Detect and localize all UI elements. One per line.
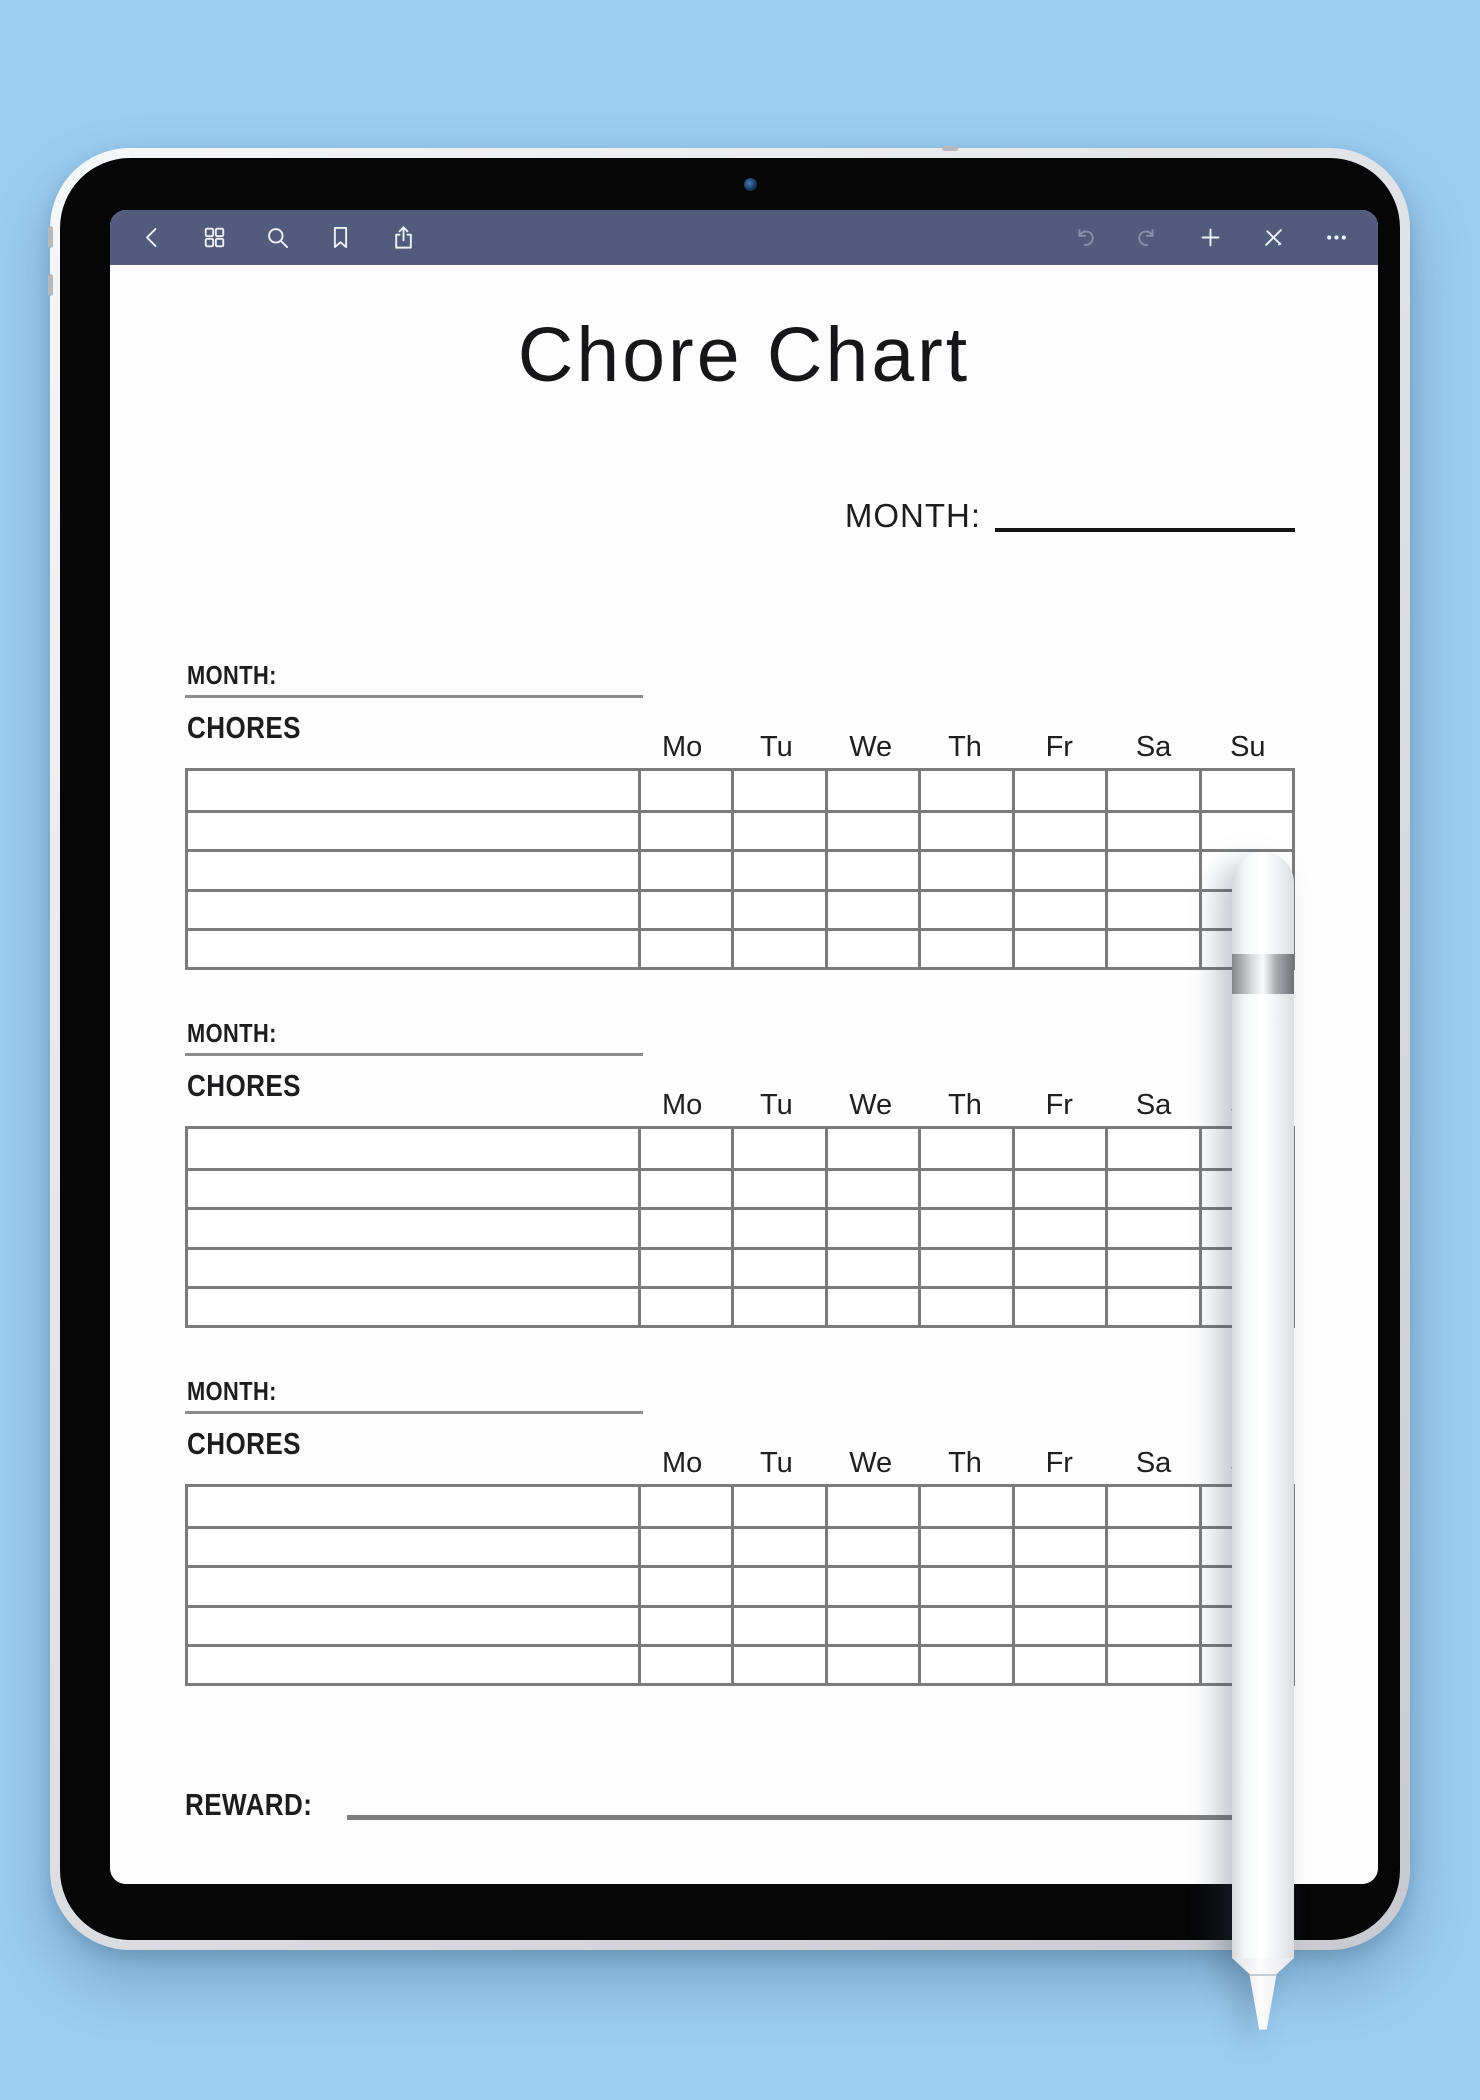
day-check-cell[interactable] <box>1012 810 1105 849</box>
day-check-cell[interactable] <box>825 1565 918 1604</box>
day-check-cell[interactable] <box>825 849 918 888</box>
day-check-cell[interactable] <box>638 810 731 849</box>
apple-pencil <box>1232 852 1294 2036</box>
day-check-cell[interactable] <box>638 1207 731 1246</box>
day-check-cell[interactable] <box>638 1168 731 1207</box>
day-check-cell[interactable] <box>638 1487 731 1526</box>
chore-name-cell[interactable] <box>188 1526 638 1565</box>
day-check-cell[interactable] <box>731 1129 824 1168</box>
day-check-cell[interactable] <box>918 1286 1011 1325</box>
day-header-row <box>635 1088 1295 1123</box>
day-header: Th <box>948 1089 982 1121</box>
day-check-cell[interactable] <box>1012 1129 1105 1168</box>
chores-header: CHORES <box>187 710 301 745</box>
reward-field <box>185 1789 1240 1820</box>
day-check-cell[interactable] <box>1012 1168 1105 1207</box>
pencil-cone <box>1232 1958 1294 1974</box>
section-month-label: MONTH: <box>187 1376 277 1406</box>
pen-mode-icon[interactable] <box>1260 224 1287 251</box>
day-check-cell[interactable] <box>825 1247 918 1286</box>
chore-name-cell[interactable] <box>188 889 638 928</box>
day-check-cell[interactable] <box>1012 928 1105 967</box>
day-check-cell[interactable] <box>731 1605 824 1644</box>
day-check-cell[interactable] <box>1012 1526 1105 1565</box>
reward-line[interactable] <box>347 1812 1240 1820</box>
day-check-cell[interactable] <box>731 1286 824 1325</box>
chore-name-cell[interactable] <box>188 1247 638 1286</box>
day-check-cell[interactable] <box>1105 771 1198 810</box>
pages-grid-icon[interactable] <box>201 224 228 251</box>
chore-section <box>185 660 1295 972</box>
day-check-cell[interactable] <box>1105 1168 1198 1207</box>
day-header: Th <box>948 1447 982 1479</box>
day-check-cell[interactable] <box>1105 1247 1198 1286</box>
day-header: Mo <box>661 1447 703 1479</box>
day-check-cell[interactable] <box>638 849 731 888</box>
toolbar-right-group <box>1071 224 1350 251</box>
day-check-cell[interactable] <box>731 1487 824 1526</box>
chore-name-cell[interactable] <box>188 1644 638 1683</box>
day-check-cell[interactable] <box>638 1565 731 1604</box>
day-check-cell[interactable] <box>1105 928 1198 967</box>
more-icon[interactable] <box>1323 224 1350 251</box>
day-header: Fr <box>1045 1447 1073 1479</box>
day-check-cell[interactable] <box>638 771 731 810</box>
day-check-cell[interactable] <box>918 1487 1011 1526</box>
day-check-cell[interactable] <box>1012 1605 1105 1644</box>
day-check-cell[interactable] <box>1012 1487 1105 1526</box>
share-icon[interactable] <box>390 224 417 251</box>
day-check-cell[interactable] <box>918 849 1011 888</box>
microphone-slot <box>942 146 958 151</box>
day-header: Sa <box>1135 1447 1172 1479</box>
day-check-cell[interactable] <box>918 1247 1011 1286</box>
section-month-line[interactable] <box>185 695 643 698</box>
volume-button-down <box>48 274 53 296</box>
section-month-line[interactable] <box>185 1411 643 1414</box>
day-header: Tu <box>760 1447 793 1479</box>
day-check-cell[interactable] <box>1105 1487 1198 1526</box>
day-check-cell[interactable] <box>731 810 824 849</box>
day-check-cell[interactable] <box>638 1526 731 1565</box>
day-check-cell[interactable] <box>1105 1644 1198 1683</box>
tablet-device <box>50 148 1410 1950</box>
section-month-label: MONTH: <box>187 660 277 690</box>
section-month-line[interactable] <box>185 1053 643 1056</box>
day-check-cell[interactable] <box>1012 1207 1105 1246</box>
chore-table <box>185 1484 1295 1686</box>
day-header: Mo <box>661 731 703 763</box>
chore-name-cell[interactable] <box>188 1129 638 1168</box>
day-check-cell[interactable] <box>1105 1207 1198 1246</box>
day-check-cell[interactable] <box>638 889 731 928</box>
day-header: Sa <box>1135 731 1172 763</box>
chore-section <box>185 1376 1295 1688</box>
day-check-cell[interactable] <box>1012 1644 1105 1683</box>
day-check-cell[interactable] <box>638 1644 731 1683</box>
chore-name-cell[interactable] <box>188 1565 638 1604</box>
day-check-cell[interactable] <box>1012 889 1105 928</box>
back-icon[interactable] <box>138 224 165 251</box>
day-check-cell[interactable] <box>918 1168 1011 1207</box>
day-check-cell[interactable] <box>638 1286 731 1325</box>
day-check-cell[interactable] <box>918 1565 1011 1604</box>
day-check-cell[interactable] <box>1105 849 1198 888</box>
day-check-cell[interactable] <box>731 1168 824 1207</box>
day-check-cell[interactable] <box>918 1526 1011 1565</box>
day-header: Fr <box>1045 731 1073 763</box>
day-check-cell[interactable] <box>918 889 1011 928</box>
day-check-cell[interactable] <box>918 928 1011 967</box>
add-page-icon[interactable] <box>1197 224 1224 251</box>
day-check-cell[interactable] <box>918 771 1011 810</box>
day-check-cell[interactable] <box>825 810 918 849</box>
chore-name-cell[interactable] <box>188 1168 638 1207</box>
undo-icon[interactable] <box>1071 224 1098 251</box>
day-header: Sa <box>1135 1089 1172 1121</box>
day-check-cell[interactable] <box>731 1565 824 1604</box>
day-check-cell[interactable] <box>638 928 731 967</box>
chore-section <box>185 1018 1295 1330</box>
day-check-cell[interactable] <box>918 1129 1011 1168</box>
day-check-cell[interactable] <box>825 771 918 810</box>
pencil-shaft <box>1232 852 1294 1958</box>
day-check-cell[interactable] <box>825 1286 918 1325</box>
day-check-cell[interactable] <box>1105 1129 1198 1168</box>
day-check-cell[interactable] <box>1105 1286 1198 1325</box>
day-header: Th <box>948 731 982 763</box>
app-toolbar <box>110 210 1378 265</box>
chore-table <box>185 768 1295 970</box>
chore-name-cell[interactable] <box>188 1487 638 1526</box>
day-check-cell[interactable] <box>731 849 824 888</box>
month-field-label: MONTH: <box>844 497 981 534</box>
day-check-cell[interactable] <box>1105 1565 1198 1604</box>
chore-name-cell[interactable] <box>188 928 638 967</box>
day-header: Mo <box>661 1089 703 1121</box>
toolbar-left-group <box>138 224 417 251</box>
day-check-cell[interactable] <box>731 889 824 928</box>
chore-name-cell[interactable] <box>188 810 638 849</box>
chore-name-cell[interactable] <box>188 1286 638 1325</box>
day-check-cell[interactable] <box>731 1207 824 1246</box>
section-month-label: MONTH: <box>187 1018 277 1048</box>
page-title: Chore Chart <box>517 312 971 398</box>
day-check-cell[interactable] <box>825 1168 918 1207</box>
bookmark-icon[interactable] <box>327 224 354 251</box>
pencil-silver-band <box>1232 954 1294 994</box>
day-check-cell[interactable] <box>731 771 824 810</box>
day-check-cell[interactable] <box>638 1247 731 1286</box>
month-field-line[interactable] <box>995 526 1295 532</box>
chores-header: CHORES <box>187 1426 301 1461</box>
day-check-cell[interactable] <box>1105 889 1198 928</box>
day-header: We <box>849 1447 893 1479</box>
day-check-cell[interactable] <box>1012 1565 1105 1604</box>
day-header: We <box>849 731 893 763</box>
day-check-cell[interactable] <box>638 1605 731 1644</box>
chore-name-cell[interactable] <box>188 849 638 888</box>
month-field-top <box>845 499 1295 532</box>
chore-name-cell[interactable] <box>188 1207 638 1246</box>
day-check-cell[interactable] <box>918 1207 1011 1246</box>
reward-label: REWARD: <box>185 1787 313 1822</box>
day-check-cell[interactable] <box>638 1129 731 1168</box>
note-page <box>110 265 1378 1884</box>
day-check-cell[interactable] <box>1012 1247 1105 1286</box>
day-check-cell[interactable] <box>1012 849 1105 888</box>
day-header-row <box>635 730 1295 765</box>
pencil-tip <box>1232 1974 1294 2032</box>
day-check-cell[interactable] <box>918 1605 1011 1644</box>
search-icon[interactable] <box>264 224 291 251</box>
day-check-cell[interactable] <box>918 1644 1011 1683</box>
day-check-cell[interactable] <box>1012 1286 1105 1325</box>
day-check-cell[interactable] <box>825 928 918 967</box>
chore-name-cell[interactable] <box>188 1605 638 1644</box>
redo-icon[interactable] <box>1134 224 1161 251</box>
day-check-cell[interactable] <box>731 928 824 967</box>
day-header: Tu <box>760 1089 793 1121</box>
day-check-cell[interactable] <box>1105 1526 1198 1565</box>
front-camera <box>744 178 757 191</box>
day-check-cell[interactable] <box>825 1605 918 1644</box>
day-check-cell[interactable] <box>825 1526 918 1565</box>
day-check-cell[interactable] <box>731 1247 824 1286</box>
day-check-cell[interactable] <box>1199 810 1292 849</box>
day-check-cell[interactable] <box>1105 1605 1198 1644</box>
day-check-cell[interactable] <box>918 810 1011 849</box>
day-header: Su <box>1230 731 1266 763</box>
day-check-cell[interactable] <box>1199 771 1292 810</box>
chore-table <box>185 1126 1295 1328</box>
day-check-cell[interactable] <box>825 1207 918 1246</box>
day-check-cell[interactable] <box>731 1644 824 1683</box>
chore-name-cell[interactable] <box>188 771 638 810</box>
day-check-cell[interactable] <box>1012 771 1105 810</box>
day-check-cell[interactable] <box>825 1644 918 1683</box>
day-header: We <box>849 1089 893 1121</box>
day-check-cell[interactable] <box>825 1129 918 1168</box>
day-header: Tu <box>760 731 793 763</box>
day-check-cell[interactable] <box>1105 810 1198 849</box>
day-check-cell[interactable] <box>825 1487 918 1526</box>
day-header-row <box>635 1446 1295 1481</box>
day-check-cell[interactable] <box>731 1526 824 1565</box>
day-check-cell[interactable] <box>825 889 918 928</box>
tablet-screen <box>110 210 1378 1884</box>
chores-header: CHORES <box>187 1068 301 1103</box>
volume-button-up <box>48 226 53 248</box>
day-header: Fr <box>1045 1089 1073 1121</box>
